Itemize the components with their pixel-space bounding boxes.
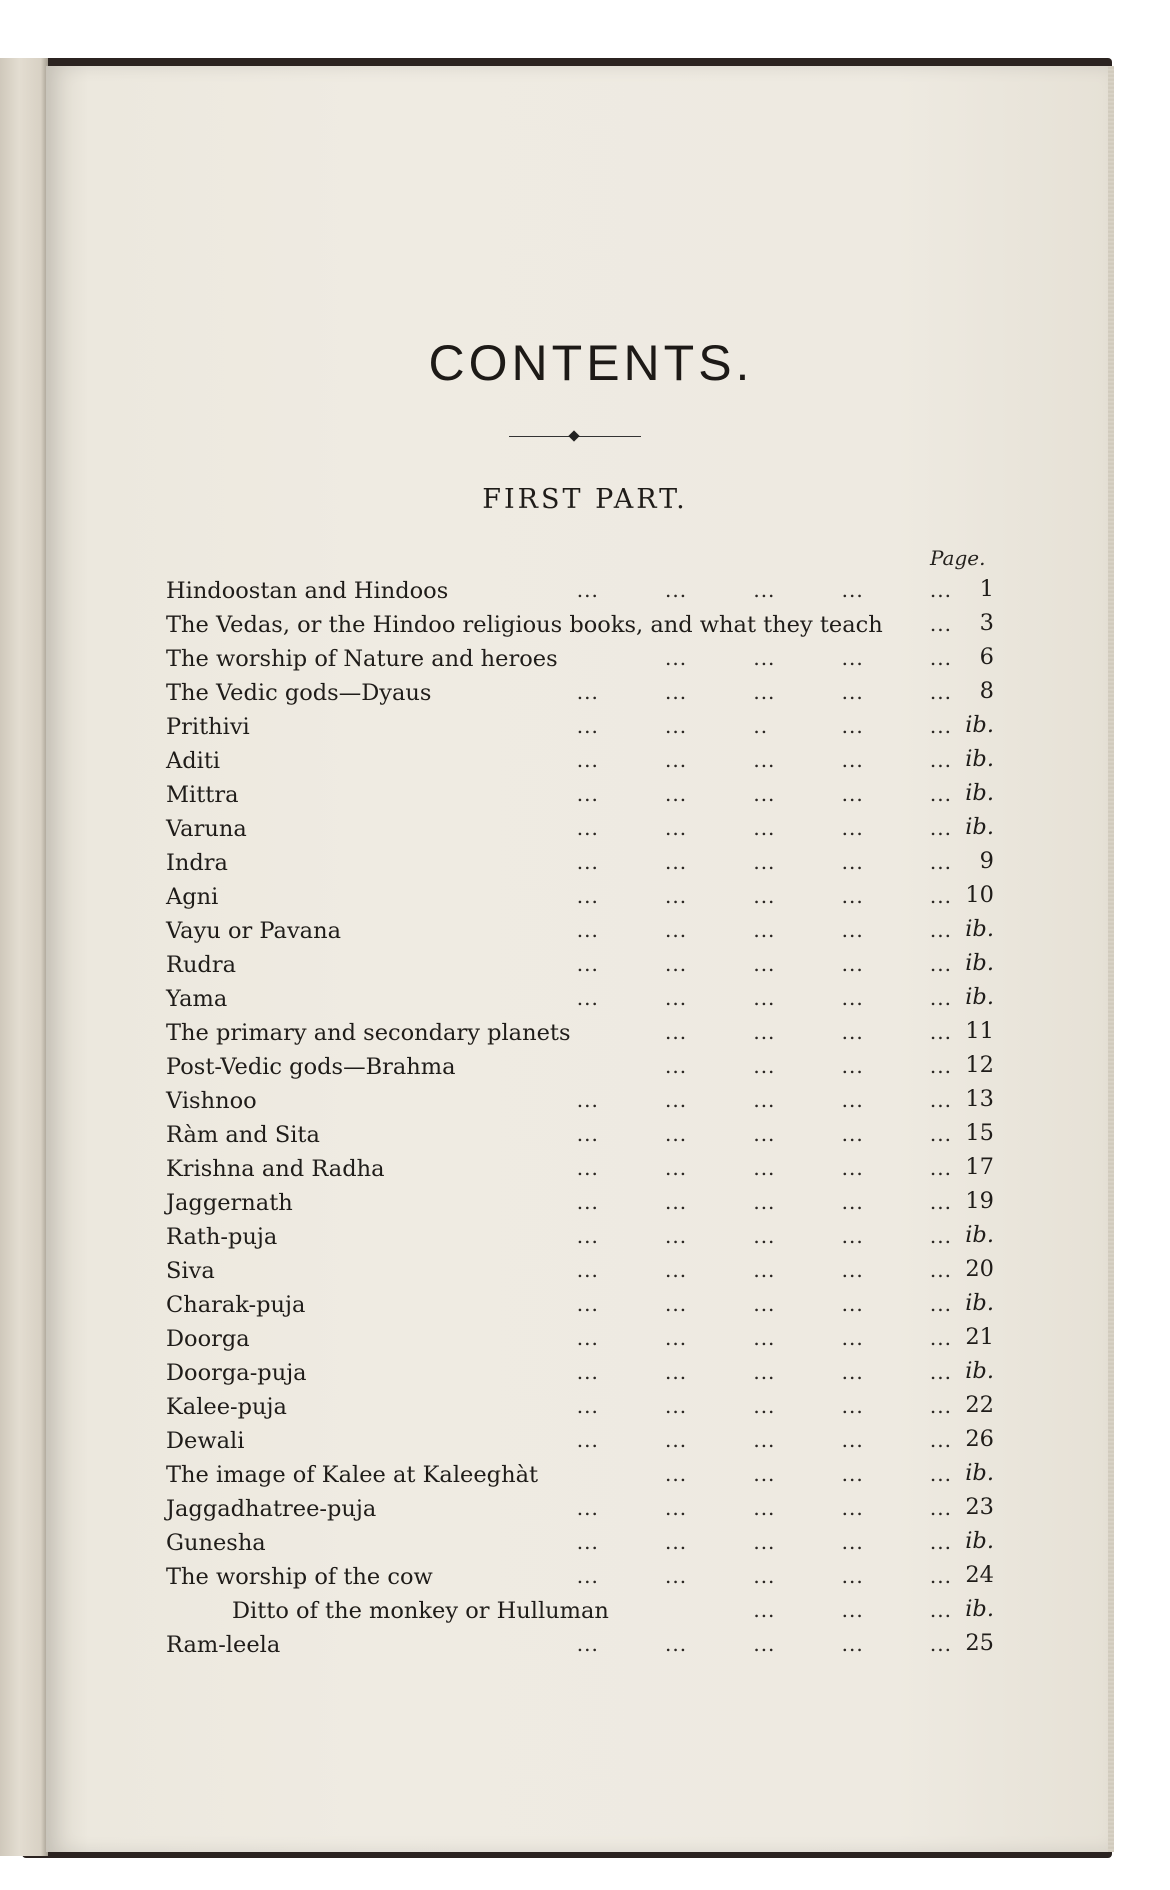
toc-leader-dots: ... ... ... ... ... [576,1258,952,1282]
toc-leader-dots: ... ... .. ... ... [576,714,952,738]
toc-entry [0,1020,1170,1054]
toc-leader-dots: ... [929,612,952,636]
toc-entry-page: 10 [965,882,994,908]
toc-entry-page: 24 [965,1562,994,1588]
toc-entry [0,1190,1170,1224]
toc-entry [0,612,1170,646]
toc-entry-page: 15 [965,1120,994,1146]
toc-entry-page: 9 [979,848,994,874]
toc-leader-dots: ... ... ... ... ... [576,1530,952,1554]
toc-entry-title: The Vedas, or the Hindoo religious books, and what they teach [166,612,883,638]
toc-entry-page: 23 [965,1494,994,1520]
toc-entry-page: 8 [979,678,994,704]
toc-entry-page: 12 [965,1052,994,1078]
toc-leader-dots: ... ... ... ... ... [576,578,952,602]
toc-leader-dots: ... ... ... ... ... [576,1394,952,1418]
toc-leader-dots: ... ... ... ... [665,646,952,670]
toc-entry-title: The image of Kalee at Kaleeghàt [166,1462,539,1488]
toc-entry-title: Ràm and Sita [166,1122,320,1148]
toc-entry [0,578,1170,612]
toc-entry [0,1156,1170,1190]
toc-entry-title: Vayu or Pavana [166,918,341,944]
toc-entry [0,1360,1170,1394]
toc-entry-title: Agni [166,884,219,910]
toc-entry-page: ib. [965,814,994,840]
toc-leader-dots: ... ... ... ... ... [576,850,952,874]
toc-entry-page: 25 [965,1630,994,1656]
toc-entry [0,1326,1170,1360]
toc-leader-dots: ... ... ... ... [665,1462,952,1486]
toc-entry-page: 3 [979,610,994,636]
toc-leader-dots: ... ... ... ... ... [576,1632,952,1656]
toc-leader-dots: ... ... ... ... ... [576,816,952,840]
toc-entry [0,1088,1170,1122]
toc-leader-dots: ... ... ... ... ... [576,1564,952,1588]
toc-entry-page: ib. [965,746,994,772]
toc-entry-title: Jaggadhatree-puja [166,1496,377,1522]
toc-entry-title: Hindoostan and Hindoos [166,578,449,604]
toc-leader-dots: ... ... ... ... ... [576,918,952,942]
toc-entry-page: 11 [965,1018,994,1044]
toc-entry-title: Post-Vedic gods—Brahma [166,1054,456,1080]
toc-entry [0,1462,1170,1496]
toc-entry [0,1496,1170,1530]
toc-entry-title: Rudra [166,952,237,978]
toc-entry-title: Varuna [166,816,247,842]
toc-entry-page: ib. [965,950,994,976]
toc-entry [0,850,1170,884]
toc-leader-dots: ... ... ... ... ... [576,1122,952,1146]
toc-entry [0,1428,1170,1462]
toc-entry-page: ib. [965,1222,994,1248]
toc-entry-title: Mittra [166,782,239,808]
toc-entry [0,952,1170,986]
toc-entry [0,1564,1170,1598]
toc-entry-title: Ram-leela [166,1632,281,1658]
toc-entry-page: ib. [965,780,994,806]
toc-leader-dots: ... ... ... ... ... [576,884,952,908]
toc-entry [0,782,1170,816]
toc-entry-title: Aditi [166,748,221,774]
toc-entry-title: Rath-puja [166,1224,278,1250]
toc-entry [0,1598,1170,1632]
toc-entry-page: 22 [965,1392,994,1418]
toc-leader-dots: ... ... ... ... ... [576,1496,952,1520]
toc-entry [0,714,1170,748]
toc-leader-dots: ... ... ... ... ... [576,986,952,1010]
page-title: CONTENTS. [428,335,754,391]
toc-entry [0,986,1170,1020]
toc-entry [0,1394,1170,1428]
toc-leader-dots: ... ... ... ... ... [576,748,952,772]
toc-entry [0,1224,1170,1258]
toc-entry-title: The primary and secondary planets [166,1020,571,1046]
toc-entry-title: Yama [166,986,228,1012]
toc-entry-page: ib. [965,916,994,942]
toc-leader-dots: ... ... ... ... ... [576,680,952,704]
toc-entry [0,1054,1170,1088]
toc-entry-page: ib. [965,1290,994,1316]
toc-entry-page: 17 [965,1154,994,1180]
toc-entry [0,816,1170,850]
toc-entry-page: 26 [965,1426,994,1452]
toc-entry-page: 6 [979,644,994,670]
toc-leader-dots: ... ... ... ... [665,1020,952,1044]
toc-entry [0,1122,1170,1156]
toc-entry-title: Doorga [166,1326,250,1352]
toc-leader-dots: ... ... ... ... ... [576,782,952,806]
toc-entry-title: Krishna and Radha [166,1156,385,1182]
toc-leader-dots: ... ... ... ... ... [576,1326,952,1350]
toc-entry-title: Kalee-puja [166,1394,287,1420]
toc-entry [0,918,1170,952]
toc-leader-dots: ... ... ... ... ... [576,1224,952,1248]
toc-leader-dots: ... ... ... ... ... [576,1088,952,1112]
toc-entry [0,1530,1170,1564]
page-column-label: Page. [930,546,986,570]
toc-leader-dots: ... ... ... [753,1598,952,1622]
toc-entry-title: Jaggernath [166,1190,293,1216]
toc-entry-title: Gunesha [166,1530,266,1556]
toc-entry-page: 1 [979,576,994,602]
toc-leader-dots: ... ... ... ... [665,1054,952,1078]
toc-entry-title: Indra [166,850,228,876]
toc-entry-title: Dewali [166,1428,245,1454]
table-of-contents [0,578,1170,1666]
toc-leader-dots: ... ... ... ... ... [576,952,952,976]
toc-leader-dots: ... ... ... ... ... [576,1428,952,1452]
toc-entry-title: Siva [166,1258,215,1284]
toc-leader-dots: ... ... ... ... ... [576,1292,952,1316]
toc-entry [0,680,1170,714]
toc-entry-page: ib. [965,712,994,738]
toc-entry-page: 21 [965,1324,994,1350]
toc-leader-dots: ... ... ... ... ... [576,1190,952,1214]
toc-entry [0,884,1170,918]
toc-entry-title: Doorga-puja [166,1360,307,1386]
toc-entry-page: ib. [965,1358,994,1384]
toc-entry-title: The Vedic gods—Dyaus [166,680,432,706]
toc-entry-page: ib. [965,1596,994,1622]
toc-entry-page: 13 [965,1086,994,1112]
toc-entry-title: The worship of the cow [166,1564,433,1590]
toc-entry-title: Vishnoo [166,1088,257,1114]
toc-entry [0,1292,1170,1326]
toc-entry [0,1258,1170,1292]
toc-entry-title: Prithivi [166,714,250,740]
toc-entry-page: ib. [965,1460,994,1486]
toc-entry-page: ib. [965,1528,994,1554]
toc-entry-page: 19 [965,1188,994,1214]
toc-entry-page: ib. [965,984,994,1010]
part-heading: FIRST PART. [482,484,688,515]
toc-leader-dots: ... ... ... ... ... [576,1156,952,1180]
toc-entry [0,646,1170,680]
toc-entry [0,748,1170,782]
toc-entry-title: The worship of Nature and heroes [166,646,558,672]
toc-leader-dots: ... ... ... ... ... [576,1360,952,1384]
toc-entry-page: 20 [965,1256,994,1282]
toc-entry-title: Ditto of the monkey or Hulluman [232,1598,609,1624]
toc-entry [0,1632,1170,1666]
toc-entry-title: Charak-puja [166,1292,306,1318]
